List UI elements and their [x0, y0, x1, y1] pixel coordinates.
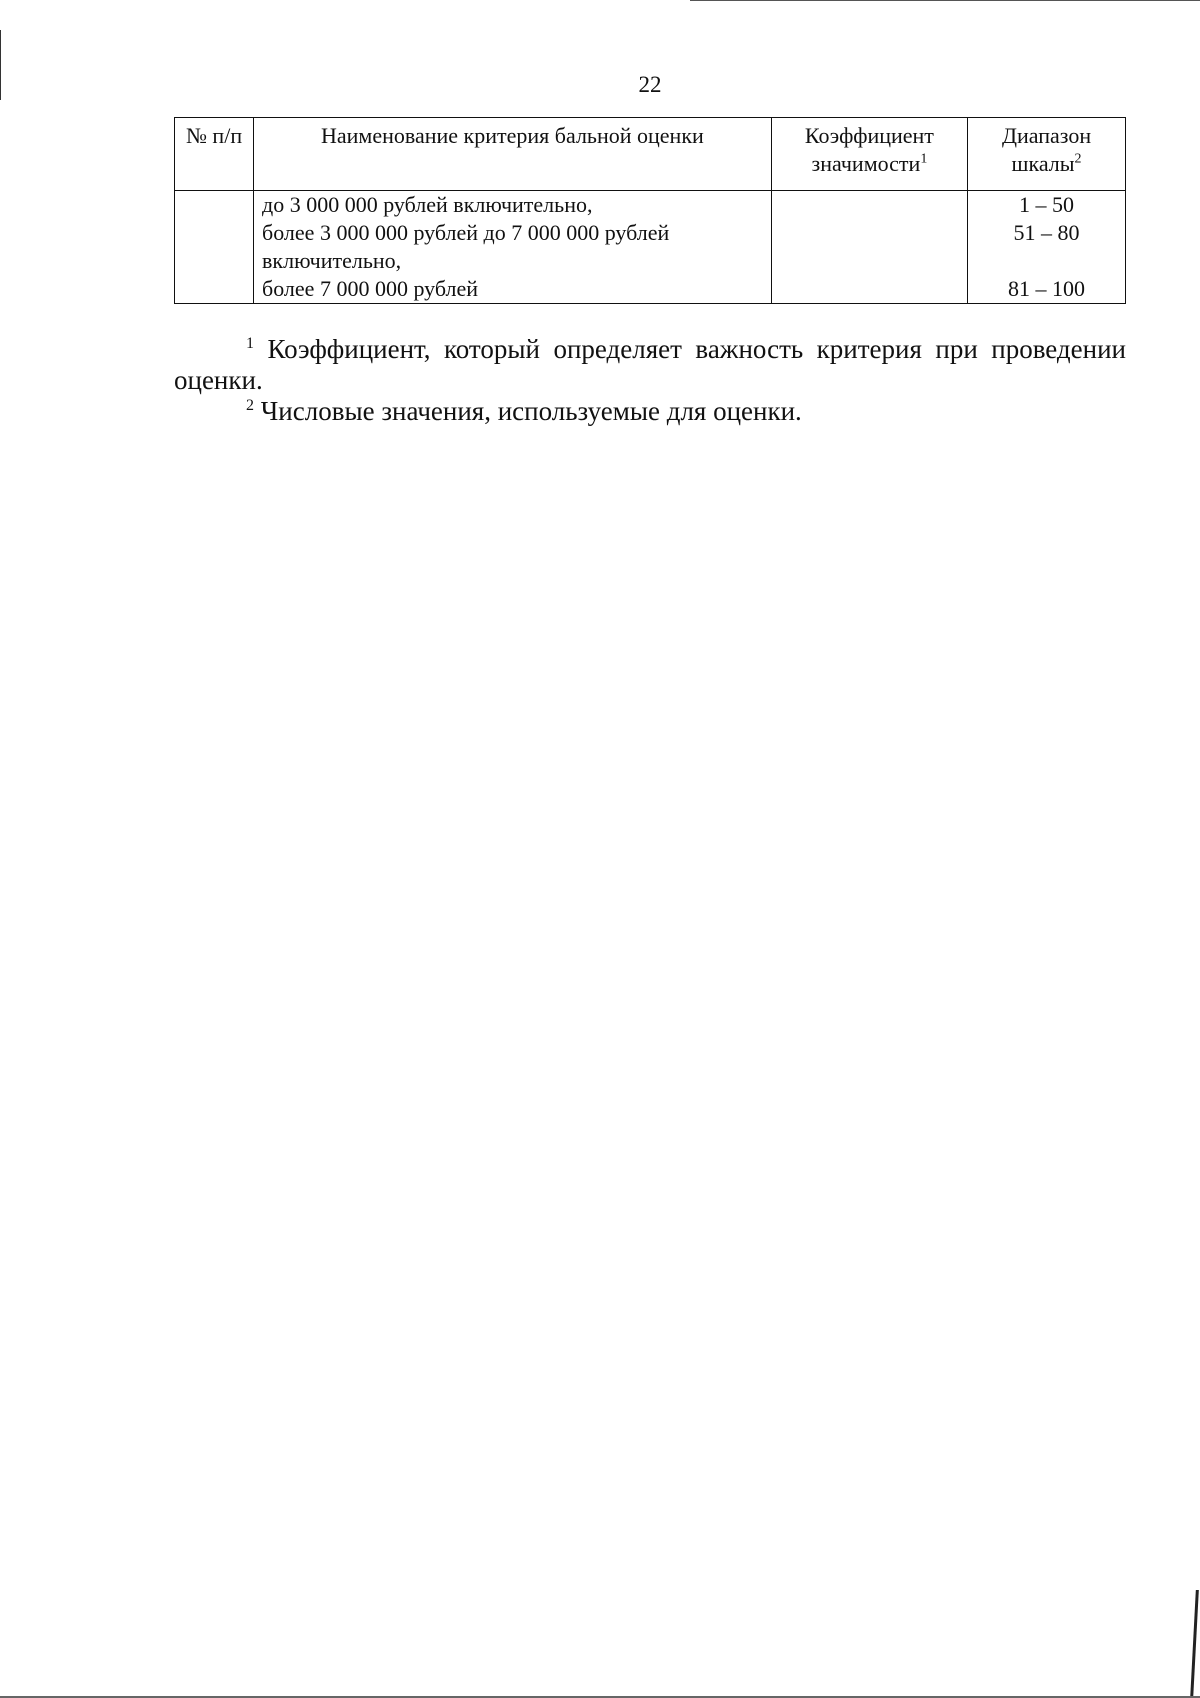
- footnote-1: [174, 334, 1126, 396]
- header-range: [968, 118, 1126, 191]
- range-value: 51 – 80: [1013, 220, 1080, 245]
- header-num-label: № п/п: [185, 123, 243, 148]
- header-num: [175, 118, 254, 191]
- page-number: 22: [638, 72, 662, 97]
- header-range-footnote-mark: 2: [1074, 151, 1082, 167]
- row-num-cell: [175, 191, 254, 304]
- criteria-table: [174, 117, 1126, 304]
- header-coef-footnote-mark: 1: [920, 151, 928, 167]
- scan-edge-top: [690, 0, 1200, 1]
- range-value: 81 – 100: [1008, 276, 1086, 301]
- header-range-label: Диапазон шкалы: [1001, 123, 1092, 176]
- row-name-cell: [254, 191, 772, 304]
- criterion-line: до 3 000 000 рублей включительно,: [262, 192, 593, 217]
- table-row: [175, 191, 1126, 304]
- header-name: [254, 118, 772, 191]
- criterion-line: более 3 000 000 рублей до 7 000 000 рублей: [262, 220, 670, 245]
- header-name-label: Наименование критерия бальной оценки: [321, 123, 704, 148]
- range-value: 1 – 50: [1019, 192, 1075, 217]
- footnote-2: [174, 396, 1126, 427]
- header-coef-label: Коэффициент значимости: [804, 123, 934, 176]
- criterion-line: более 7 000 000 рублей: [262, 276, 479, 301]
- row-coef-cell: [771, 191, 967, 304]
- footnote-mark: 2: [246, 397, 254, 414]
- criterion-line: включительно,: [262, 248, 402, 273]
- footnote-mark: 1: [246, 335, 254, 352]
- footnotes: [174, 334, 1126, 427]
- header-coef: [771, 118, 967, 191]
- table-header-row: [175, 118, 1126, 191]
- footnote-text: Числовые значения, используемые для оценки.: [260, 396, 802, 426]
- footnote-text: Коэффициент, который определяет важность критерия при проведении оценки.: [174, 334, 1127, 395]
- row-range-cell: [968, 191, 1126, 304]
- scan-edge-right: [1190, 1590, 1199, 1698]
- range-spacer: [976, 247, 1117, 275]
